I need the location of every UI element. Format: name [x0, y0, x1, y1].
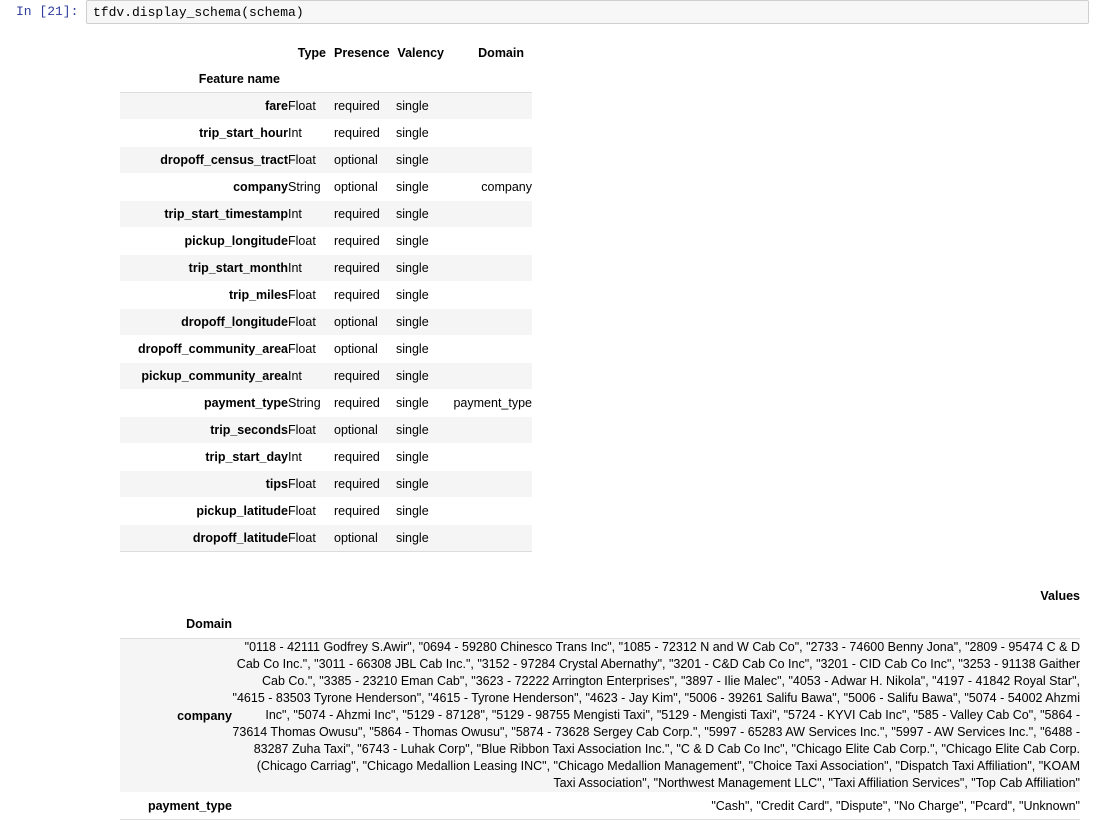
domain-name-cell: payment_type	[120, 793, 232, 820]
feature-domain-cell	[452, 525, 532, 552]
feature-type-cell: String	[288, 174, 334, 201]
feature-type-cell: Float	[288, 147, 334, 174]
feature-name-cell: dropoff_census_tract	[120, 147, 288, 174]
feature-presence-cell: required	[334, 228, 396, 255]
table-row	[120, 498, 532, 525]
feature-domain-cell	[452, 336, 532, 363]
feature-presence-cell: optional	[334, 174, 396, 201]
feature-presence-cell: required	[334, 93, 396, 120]
schema-header-blank-3	[334, 66, 396, 93]
table-row	[120, 174, 532, 201]
feature-type-cell: Float	[288, 417, 334, 444]
feature-name-cell: trip_start_hour	[120, 120, 288, 147]
schema-table	[120, 40, 532, 552]
feature-type-cell: Float	[288, 498, 334, 525]
feature-presence-cell: optional	[334, 336, 396, 363]
schema-index-header-row	[120, 66, 532, 93]
feature-valency-cell: single	[396, 282, 452, 309]
schema-header-valency: Valency	[397, 46, 444, 60]
feature-valency-cell: single	[396, 201, 452, 228]
feature-valency-cell: single	[396, 120, 452, 147]
domain-header-values: Values	[1040, 589, 1080, 603]
table-row	[120, 228, 532, 255]
schema-header-presence: Presence	[334, 46, 390, 60]
feature-presence-cell: required	[334, 201, 396, 228]
table-row	[120, 336, 532, 363]
feature-type-cell: Int	[288, 120, 334, 147]
table-row	[120, 201, 532, 228]
table-row	[120, 793, 1080, 820]
feature-presence-cell: optional	[334, 525, 396, 552]
notebook-input-cell[interactable]	[0, 0, 1111, 26]
feature-type-cell: Float	[288, 309, 334, 336]
feature-domain-cell	[452, 228, 532, 255]
feature-valency-cell: single	[396, 336, 452, 363]
feature-presence-cell: required	[334, 255, 396, 282]
domain-header-row	[120, 582, 1080, 610]
feature-valency-cell: single	[396, 174, 452, 201]
table-row	[120, 444, 532, 471]
domain-table-head	[120, 582, 1080, 639]
feature-name-cell: tips	[120, 471, 288, 498]
feature-domain-cell	[452, 417, 532, 444]
feature-domain-cell	[452, 363, 532, 390]
domain-name-cell: company	[120, 639, 232, 793]
schema-table-head	[120, 40, 532, 93]
domain-header-blank-2	[232, 610, 1080, 639]
feature-valency-cell: single	[396, 309, 452, 336]
feature-domain-cell	[452, 282, 532, 309]
feature-valency-cell: single	[396, 390, 452, 417]
feature-presence-cell: required	[334, 471, 396, 498]
feature-domain-cell	[452, 444, 532, 471]
feature-type-cell: Int	[288, 201, 334, 228]
schema-header-blank	[120, 40, 288, 66]
feature-name-cell: dropoff_community_area	[120, 336, 288, 363]
feature-type-cell: String	[288, 390, 334, 417]
input-prompt-label: In [21]:	[16, 4, 79, 19]
schema-table-body	[120, 93, 532, 552]
feature-type-cell: Float	[288, 525, 334, 552]
feature-presence-cell: optional	[334, 309, 396, 336]
feature-presence-cell: required	[334, 282, 396, 309]
feature-domain-cell	[452, 471, 532, 498]
feature-presence-cell: required	[334, 120, 396, 147]
schema-header-blank-4	[396, 66, 452, 93]
domain-table	[120, 582, 1080, 820]
table-row	[120, 471, 532, 498]
feature-presence-cell: required	[334, 498, 396, 525]
domain-values-cell: "0118 - 42111 Godfrey S.Awir", "0694 - 59280 Chinesco Trans Inc", "1085 - 72312 N and W Cab Co", "2733 - 74600 Benny Jona", "2809 - 95474 C & D Cab Co Inc.", "3011 - 66308 JBL Cab Inc.", "3152 - 97284 Crystal Abernathy", "3201 - C&D Cab Co Inc", "3201 - CID Cab Co Inc", "3253 - 91138 Gaither Cab Co.", "3385 - 23210 Eman Cab", "3623 - 72222 Arrington Enterprises", "3897 - Ilie Malec", "4053 - Adwar H. Nikola", "4197 - 41842 Royal Star", "4615 - 83503 Tyrone Henderson", "4615 - Tyrone Henderson", "4623 - Jay Kim", "5006 - 39261 Salifu Bawa", "5006 - Salifu Bawa", "5074 - 54002 Ahzmi Inc", "5074 - Ahzmi Inc", "5129 - 87128", "5129 - 98755 Mengisti Taxi", "5129 - Mengisti Taxi", "5724 - KYVI Cab Inc", "585 - Valley Cab Co", "5864 - 73614 Thomas Owusu", "5864 - Thomas Owusu", "5874 - 73628 Sergey Cab Corp.", "5997 - 65283 AW Services Inc.", "5997 - AW Services Inc.", "6488 - 83287 Zuha Taxi", "6743 - Luhak Corp", "Blue Ribbon Taxi Association Inc.", "C & D Cab Co Inc", "Chicago Elite Cab Corp.", "Chicago Elite Cab Corp. (Chicago Carriag", "Chicago Medallion Leasing INC", "Chicago Medallion Management", "Choice Taxi Association", "Dispatch Taxi Affiliation", "KOAM Taxi Association", "Northwest Management LLC", "Taxi Affiliation Services", "Top Cab Affiliation"	[232, 639, 1080, 793]
feature-name-cell: dropoff_longitude	[120, 309, 288, 336]
table-row	[120, 93, 532, 120]
feature-type-cell: Float	[288, 282, 334, 309]
feature-name-cell: trip_miles	[120, 282, 288, 309]
feature-valency-cell: single	[396, 147, 452, 174]
feature-valency-cell: single	[396, 93, 452, 120]
feature-type-cell: Float	[288, 228, 334, 255]
feature-valency-cell: single	[396, 471, 452, 498]
table-row	[120, 390, 532, 417]
feature-presence-cell: optional	[334, 417, 396, 444]
table-row	[120, 417, 532, 444]
domain-table-body	[120, 639, 1080, 820]
feature-domain-cell	[452, 498, 532, 525]
feature-domain-cell	[452, 201, 532, 228]
feature-type-cell: Int	[288, 255, 334, 282]
schema-header-feature-name: Feature name	[198, 72, 280, 86]
feature-valency-cell: single	[396, 525, 452, 552]
feature-name-cell: trip_start_day	[120, 444, 288, 471]
table-row	[120, 525, 532, 552]
domain-header-domain: Domain	[186, 617, 232, 631]
schema-header-row	[120, 40, 532, 66]
table-row	[120, 120, 532, 147]
feature-valency-cell: single	[396, 417, 452, 444]
feature-name-cell: trip_seconds	[120, 417, 288, 444]
feature-name-cell: company	[120, 174, 288, 201]
domain-values-cell: "Cash", "Credit Card", "Dispute", "No Charge", "Pcard", "Unknown"	[232, 793, 1080, 820]
feature-valency-cell: single	[396, 255, 452, 282]
domain-header-blank	[120, 582, 232, 610]
feature-name-cell: pickup_latitude	[120, 498, 288, 525]
table-row	[120, 363, 532, 390]
feature-presence-cell: required	[334, 390, 396, 417]
feature-name-cell: dropoff_latitude	[120, 525, 288, 552]
schema-header-blank-5	[452, 66, 532, 93]
feature-domain-cell: company	[452, 174, 532, 201]
schema-header-type: Type	[297, 46, 326, 60]
domain-index-header-row	[120, 610, 1080, 639]
feature-type-cell: Float	[288, 336, 334, 363]
table-row	[120, 255, 532, 282]
feature-name-cell: payment_type	[120, 390, 288, 417]
feature-type-cell: Float	[288, 93, 334, 120]
feature-domain-cell	[452, 147, 532, 174]
feature-name-cell: pickup_community_area	[120, 363, 288, 390]
feature-type-cell: Int	[288, 444, 334, 471]
feature-domain-cell	[452, 120, 532, 147]
feature-domain-cell: payment_type	[452, 390, 532, 417]
feature-presence-cell: optional	[334, 147, 396, 174]
feature-valency-cell: single	[396, 498, 452, 525]
code-text: tfdv.display_schema(schema)	[93, 5, 304, 20]
feature-name-cell: trip_start_month	[120, 255, 288, 282]
feature-valency-cell: single	[396, 228, 452, 255]
feature-type-cell: Float	[288, 471, 334, 498]
feature-presence-cell: required	[334, 363, 396, 390]
feature-valency-cell: single	[396, 363, 452, 390]
table-row	[120, 282, 532, 309]
feature-domain-cell	[452, 255, 532, 282]
feature-type-cell: Int	[288, 363, 334, 390]
table-row	[120, 309, 532, 336]
feature-domain-cell	[452, 93, 532, 120]
table-row	[120, 639, 1080, 793]
cell-output-area	[0, 26, 1111, 820]
feature-name-cell: fare	[120, 93, 288, 120]
feature-name-cell: trip_start_timestamp	[120, 201, 288, 228]
feature-domain-cell	[452, 309, 532, 336]
feature-presence-cell: required	[334, 444, 396, 471]
schema-header-domain: Domain	[478, 46, 524, 60]
feature-valency-cell: single	[396, 444, 452, 471]
code-editor[interactable]	[86, 0, 1089, 24]
table-row	[120, 147, 532, 174]
feature-name-cell: pickup_longitude	[120, 228, 288, 255]
schema-header-blank-2	[288, 66, 334, 93]
